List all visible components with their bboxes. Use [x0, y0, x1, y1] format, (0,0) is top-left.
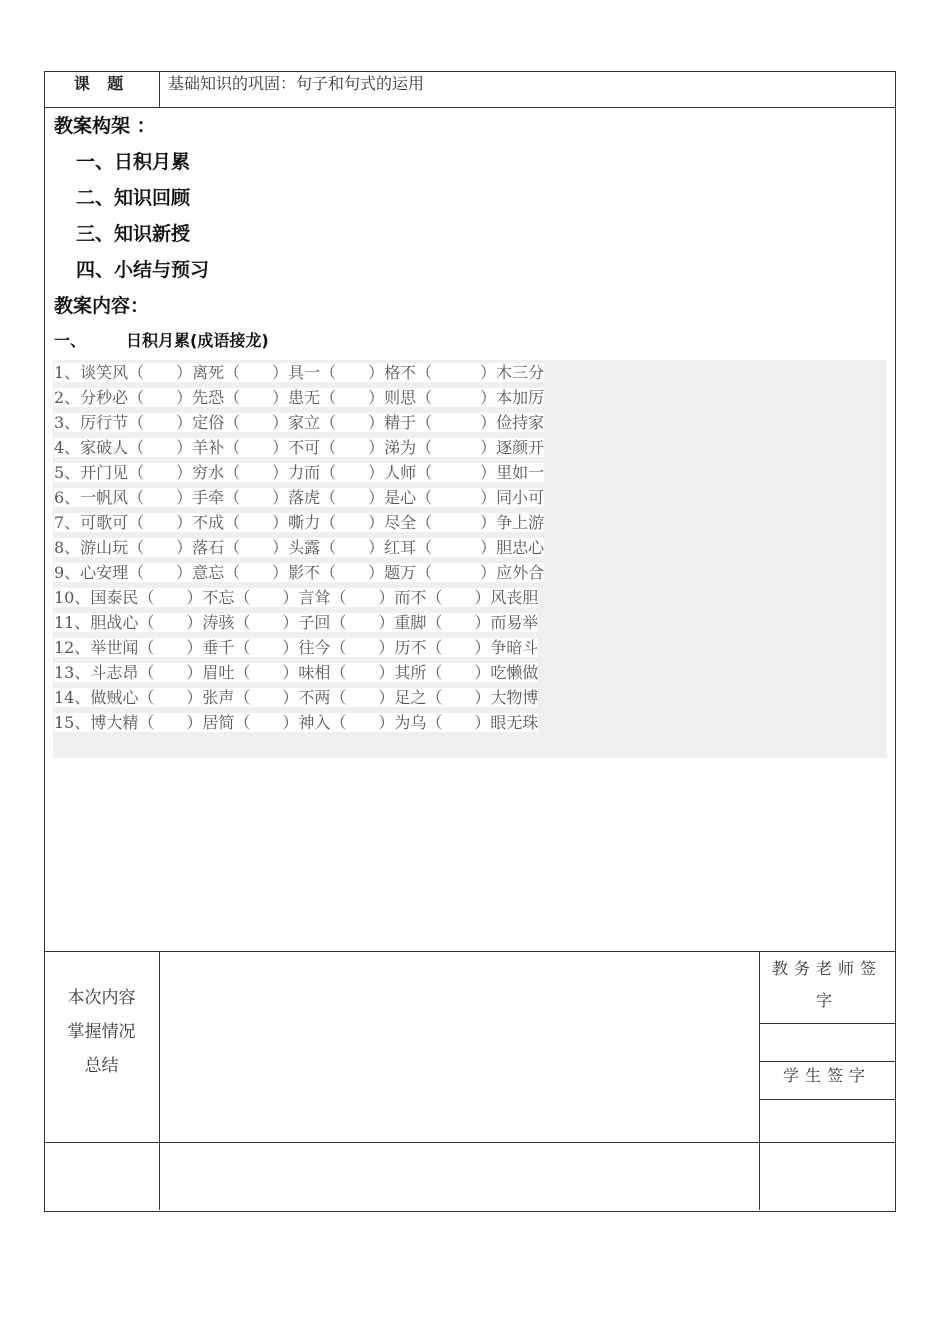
framework-title: 教案构架 ：	[54, 115, 156, 137]
framework-item-3: 三、知识新授	[76, 223, 191, 245]
idiom-line: 4、家破人（ ）羊补（ ）不可（ ）涕为（ ）逐颜开	[54, 438, 545, 457]
idiom-line: 11、胆战心（ ）涛骇（ ）子回（ ）重脚（ ）而易举	[54, 613, 539, 632]
idiom-line: 12、举世闻（ ）垂千（ ）往今（ ）历不（ ）争暗斗	[54, 638, 539, 657]
idiom-line: 7、可歌可（ ）不成（ ）嘶力（ ）尽全（ ）争上游	[54, 513, 545, 532]
student-signature-label: 学生签字	[782, 1066, 871, 1085]
content-title: 教案内容：	[54, 295, 150, 317]
idiom-line: 5、开门见（ ）穷水（ ）力而（ ）人师（ ）里如一	[54, 463, 545, 482]
topic-label: 课 题	[73, 74, 130, 93]
summary-label: 本次内容 掌握情况 总结	[67, 988, 136, 1076]
teacher-signature-label: 教务老师签 字	[771, 959, 882, 1010]
idiom-list	[54, 360, 544, 735]
idiom-line: 13、斗志昂（ ）眉吐（ ）味相（ ）其所（ ）吃懒做	[54, 663, 539, 682]
lesson-plan-page	[44, 71, 896, 1211]
summary-left-divider	[159, 951, 160, 1210]
section-heading	[54, 328, 269, 351]
idiom-line: 2、分秒必（ ）先恐（ ）患无（ ）则思（ ）本加厉	[54, 388, 545, 407]
idiom-line: 1、谈笑风（ ）离死（ ）具一（ ）格不（ ）木三分	[54, 363, 545, 382]
section-title: 日积月累(成语接龙)	[126, 331, 269, 350]
sign-divider-3	[760, 1099, 895, 1100]
idiom-line: 9、心安理（ ）意忘（ ）影不（ ）题万（ ）应外合	[54, 563, 545, 582]
idiom-line: 3、厉行节（ ）定俗（ ）家立（ ）精于（ ）俭持家	[54, 413, 545, 432]
idiom-line: 8、游山玩（ ）落石（ ）头露（ ）红耳（ ）胆忠心	[54, 538, 545, 557]
idiom-line: 6、一帆风（ ）手牵（ ）落虎（ ）是心（ ）同小可	[54, 488, 545, 507]
summary-top-border	[44, 951, 895, 952]
idiom-line: 14、做贼心（ ）张声（ ）不两（ ）足之（ ）大物博	[54, 688, 539, 707]
framework-item-4: 四、小结与预习	[76, 259, 210, 281]
sign-divider-1	[760, 1023, 895, 1024]
summary-bottom-border	[44, 1142, 895, 1143]
framework-item-2: 二、知识回顾	[76, 187, 191, 209]
framework-item-1: 一、日积月累	[76, 151, 191, 173]
topic-row-bottom-border	[44, 107, 895, 108]
idiom-line: 15、博大精（ ）居简（ ）神入（ ）为乌（ ）眼无珠	[54, 713, 539, 732]
topic-divider	[159, 71, 160, 107]
topic-value: 基础知识的巩固：句子和句式的运用	[168, 74, 425, 93]
section-number: 一、	[54, 331, 87, 350]
idiom-line: 10、国泰民（ ）不忘（ ）言耸（ ）而不（ ）风丧胆	[54, 588, 539, 607]
